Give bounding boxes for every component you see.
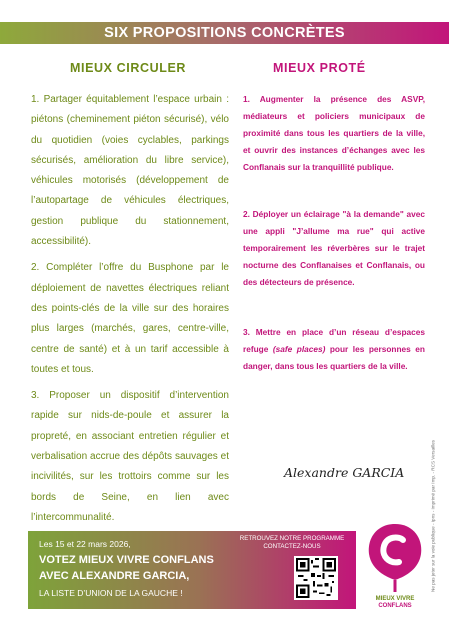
vote-call-line2: AVEC ALEXANDRE GARCIA, [39, 570, 190, 582]
signature: Alexandre GARCIA [284, 465, 405, 480]
protege-proposal-3: 3. Mettre en place d’un réseau d’espaces refuge (safe places) pour les personnes en danger, dans tous les quartiers de la ville. [243, 327, 425, 371]
circuler-proposals [31, 90, 229, 534]
column-title-circuler: MIEUX CIRCULER [70, 61, 187, 75]
circuler-proposal-2: 2. Compléter l’offre du Busphone par le déploiement de navettes électriques reliant des points-clés de la ville sur des horaires plus larges (marchés, gares, centre-ville, centre de santé) et à un tarif accessible à toutes et tous. [31, 262, 229, 375]
protege-proposals [243, 91, 425, 375]
legal-notice: Ne pas jeter sur la voie publique - Ipns - Imprimé par Imp. - RCS Versailles [430, 440, 435, 592]
circuler-proposal-1: 1. Partager équitablement l’espace urbain : piétons (cheminement piéton sécurisé), vélo du quotidien (voies cyclables, parkings sécurisés, amélioration du libre service), véhicules motorisés (développement de l’autopartage de véhicules électriques, gestion publique du stationnement, accessibilité). [31, 94, 229, 248]
column-title-protege: MIEUX PROTÉ [273, 61, 366, 75]
protege-proposal-1: 1. Augmenter la présence des ASVP, médiateurs et policiers municipaux de proximité dans tous les quartiers de la ville, et ouvrir des instances d’échanges avec les Conflanais sur la tranquillité publique. [243, 94, 425, 172]
election-dates: Les 15 et 22 mars 2026, [39, 539, 131, 549]
vote-call-line1: VOTEZ MIEUX VIVRE CONFLANS [39, 554, 214, 566]
protege-proposal-2: 2. Déployer un éclairage "à la demande" avec une appli "J’allume ma rue" qui active temporairement les réverbères sur le trajet nocturne des Conflanaises et Conflanais, ou des détecteurs de présence. [243, 209, 425, 287]
program-label: RETROUVEZ NOTRE PROGRAMME CONTACTEZ-NOUS [239, 535, 345, 550]
svg-text:CONFLANS: CONFLANS [378, 603, 412, 609]
vote-call-line3: LA LISTE D’UNION DE LA GAUCHE ! [39, 588, 183, 598]
circuler-proposal-3: 3. Proposer un dispositif d’intervention rapide sur nids-de-poule et assurer la propreté, en associant entretien régulier et verbalisation accrue des dépôts sauvages et incivilités, sur les trottoirs comme sur les bords de Seine, en lien avec l’intercommunalité. [31, 390, 229, 523]
footer-banner [28, 531, 356, 609]
campaign-logo [365, 520, 425, 610]
page-banner: SIX PROPOSITIONS CONCRÈTES [0, 22, 449, 44]
qr-code-icon[interactable] [294, 556, 338, 600]
svg-text:MIEUX VIVRE: MIEUX VIVRE [375, 596, 415, 602]
